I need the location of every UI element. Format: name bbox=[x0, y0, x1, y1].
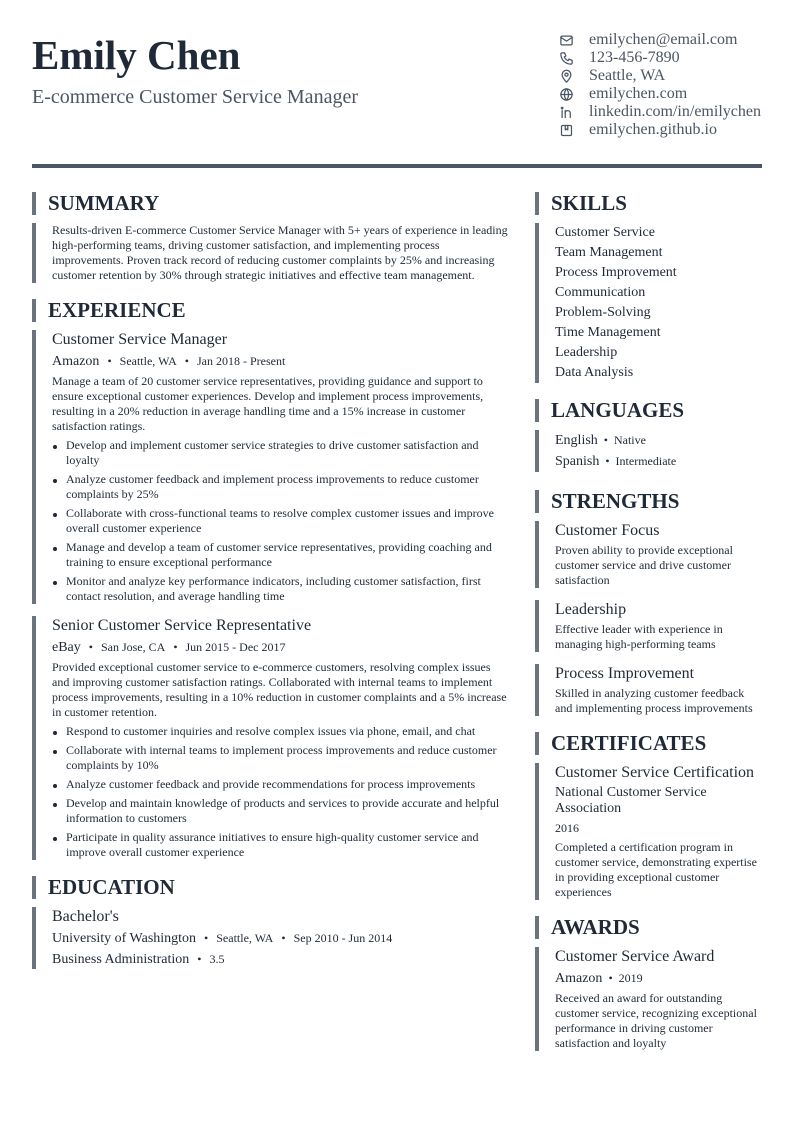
contact-website-text: emilychen.com bbox=[589, 85, 688, 102]
job-company: Amazon bbox=[52, 354, 100, 369]
contact-github-text: emilychen.github.io bbox=[589, 121, 717, 138]
globe-icon bbox=[557, 85, 575, 103]
skill-item: Leadership bbox=[555, 345, 618, 360]
list-item: Analyze customer feedback and implement process improvements to reduce customer complaints by 25% bbox=[52, 472, 508, 502]
separator-dot: • bbox=[204, 931, 209, 945]
list-item: Participate in quality assurance initiatives to ensure high-quality customer service and improve overall customer experience bbox=[52, 830, 508, 860]
summary-text: Results-driven E-commerce Customer Service Manager with 5+ years of experience in leading high-performing teams, driving customer satisfaction, and implementing process improvements. Proven track record of reducing customer complaints by 25% and increasing customer retention by 30% through strategic initiatives and effective team management. bbox=[52, 223, 508, 282]
separator-dot: • bbox=[107, 354, 112, 368]
award-title: Customer Service Award bbox=[555, 948, 715, 965]
linkedin-icon bbox=[557, 103, 575, 121]
language-item bbox=[555, 430, 762, 451]
certificate-entry bbox=[535, 763, 762, 900]
job-entry bbox=[32, 330, 508, 604]
separator-dot: • bbox=[608, 971, 613, 985]
strength-entry bbox=[535, 664, 762, 716]
skill-item: Team Management bbox=[555, 245, 663, 260]
language-level: Intermediate bbox=[615, 454, 677, 468]
languages-block bbox=[535, 430, 762, 472]
experience-heading: EXPERIENCE bbox=[32, 299, 508, 322]
job-location: Seattle, WA bbox=[119, 354, 177, 368]
education-field: Business Administration bbox=[52, 952, 190, 967]
education-heading: EDUCATION bbox=[32, 876, 508, 899]
list-item: Manage and develop a team of customer service representatives, providing coaching and training to ensure exceptional performance bbox=[52, 540, 508, 570]
list-item: Develop and implement customer service strategies to drive customer satisfaction and loyalty bbox=[52, 438, 508, 468]
contact-github[interactable] bbox=[557, 121, 761, 139]
education-school: University of Washington bbox=[52, 931, 197, 946]
contact-phone-text: 123-456-7890 bbox=[589, 49, 680, 66]
separator-dot: • bbox=[197, 952, 202, 966]
job-description: Manage a team of 20 customer service representatives, providing guidance and support to ensure exceptional customer experiences. Develop and implement process improvements, resulting in a 20% reduction in average handling time and a 15% increase in customer satisfaction ratings. bbox=[52, 374, 484, 433]
strength-text: Effective leader with experience in managing high-performing teams bbox=[555, 622, 723, 651]
summary-heading: SUMMARY bbox=[32, 192, 508, 215]
education-meta bbox=[52, 929, 508, 948]
contact-email[interactable] bbox=[557, 31, 761, 49]
certificate-text: Completed a certification program in customer service, demonstrating expertise in providing exceptional customer experiences bbox=[555, 840, 757, 899]
skill-item: Process Improvement bbox=[555, 265, 677, 280]
separator-dot: • bbox=[184, 354, 189, 368]
separator-dot: • bbox=[603, 433, 608, 447]
certificate-issuer: National Customer Service Association bbox=[555, 785, 707, 816]
certificates-heading: CERTIFICATES bbox=[535, 732, 762, 755]
strength-title: Leadership bbox=[555, 601, 627, 618]
education-location: Seattle, WA bbox=[216, 931, 274, 945]
resume-header bbox=[32, 30, 762, 150]
strength-entry bbox=[535, 600, 762, 652]
list-item: Collaborate with internal teams to implement process improvements and reduce customer complaints by 10% bbox=[52, 743, 508, 773]
education-entry bbox=[32, 907, 508, 969]
job-bullets bbox=[52, 438, 508, 604]
job-meta bbox=[52, 352, 508, 371]
separator-dot: • bbox=[281, 931, 286, 945]
award-text: Received an award for outstanding customer service, recognizing exceptional performance in driving customer satisfaction and loyalty bbox=[555, 991, 757, 1050]
skill-item: Data Analysis bbox=[555, 365, 634, 380]
separator-dot: • bbox=[605, 454, 610, 468]
contact-email-text: emilychen@email.com bbox=[589, 31, 738, 48]
language-level: Native bbox=[613, 433, 646, 447]
certificate-year: 2016 bbox=[555, 821, 579, 835]
contact-location-text: Seattle, WA bbox=[589, 67, 666, 84]
candidate-name: Emily Chen bbox=[32, 32, 241, 78]
skill-item: Communication bbox=[555, 285, 646, 300]
candidate-title: E-commerce Customer Service Manager bbox=[32, 86, 358, 108]
list-item: Develop and maintain knowledge of products and services to provide accurate and helpful information to customers bbox=[52, 796, 508, 826]
job-dates: Jan 2018 - Present bbox=[196, 354, 286, 368]
job-entry bbox=[32, 616, 508, 860]
skills-heading: SKILLS bbox=[535, 192, 762, 215]
job-dates: Jun 2015 - Dec 2017 bbox=[185, 640, 286, 654]
separator-dot: • bbox=[88, 640, 93, 654]
job-description: Provided exceptional customer service to e-commerce customers, resolving complex issues and improving customer satisfaction ratings. Collaborated with internal teams to implement process improvements, resulting in a 10% reduction in customer complaints and a 5% increase in customer retention. bbox=[52, 660, 507, 719]
summary-block bbox=[32, 223, 508, 283]
job-title: Customer Service Manager bbox=[52, 331, 228, 348]
language-name: English bbox=[555, 433, 598, 448]
job-title: Senior Customer Service Representative bbox=[52, 617, 312, 634]
header-divider bbox=[32, 164, 762, 168]
contact-website[interactable] bbox=[557, 85, 761, 103]
job-location: San Jose, CA bbox=[100, 640, 166, 654]
contact-location bbox=[557, 67, 761, 85]
right-column bbox=[535, 192, 762, 1051]
award-issuer: Amazon bbox=[555, 971, 603, 986]
skill-item: Problem-Solving bbox=[555, 305, 651, 320]
list-item: Collaborate with cross-functional teams to resolve complex customer issues and improve overall customer experience bbox=[52, 506, 508, 536]
list-item: Respond to customer inquiries and resolve complex issues via phone, email, and chat bbox=[52, 724, 508, 739]
list-item: Analyze customer feedback and provide recommendations for process improvements bbox=[52, 777, 508, 792]
skill-item: Customer Service bbox=[555, 225, 655, 240]
education-gpa: 3.5 bbox=[209, 952, 225, 966]
award-entry bbox=[535, 947, 762, 1051]
awards-heading: AWARDS bbox=[535, 916, 762, 939]
language-name: Spanish bbox=[555, 454, 600, 469]
separator-dot: • bbox=[173, 640, 178, 654]
contact-list bbox=[557, 31, 761, 139]
list-item: Monitor and analyze key performance indicators, including customer satisfaction, first contact resolution, and average handling time bbox=[52, 574, 508, 604]
languages-heading: LANGUAGES bbox=[535, 399, 762, 422]
certificate-title: Customer Service Certification bbox=[555, 764, 755, 781]
strength-title: Customer Focus bbox=[555, 522, 660, 539]
phone-icon bbox=[557, 49, 575, 67]
education-dates: Sep 2010 - Jun 2014 bbox=[293, 931, 393, 945]
job-meta bbox=[52, 638, 508, 657]
language-item bbox=[555, 451, 762, 472]
strength-title: Process Improvement bbox=[555, 665, 695, 682]
strengths-heading: STRENGTHS bbox=[535, 490, 762, 513]
skills-block bbox=[535, 223, 762, 383]
left-column bbox=[32, 192, 508, 969]
job-bullets bbox=[52, 724, 508, 860]
skill-item: Time Management bbox=[555, 325, 661, 340]
education-degree: Bachelor's bbox=[52, 908, 119, 925]
strength-text: Skilled in analyzing customer feedback and implementing process improvements bbox=[555, 686, 753, 715]
contact-linkedin[interactable] bbox=[557, 103, 761, 121]
job-company: eBay bbox=[52, 640, 81, 655]
github-icon bbox=[557, 121, 575, 139]
location-icon bbox=[557, 67, 575, 85]
education-field-row bbox=[52, 950, 508, 969]
award-year: 2019 bbox=[618, 971, 643, 985]
contact-linkedin-text: linkedin.com/in/emilychen bbox=[589, 103, 761, 120]
award-meta bbox=[555, 969, 762, 988]
strength-entry bbox=[535, 521, 762, 588]
strength-text: Proven ability to provide exceptional customer service and drive customer satisfaction bbox=[555, 543, 733, 587]
mail-icon bbox=[557, 31, 575, 49]
contact-phone[interactable] bbox=[557, 49, 761, 67]
